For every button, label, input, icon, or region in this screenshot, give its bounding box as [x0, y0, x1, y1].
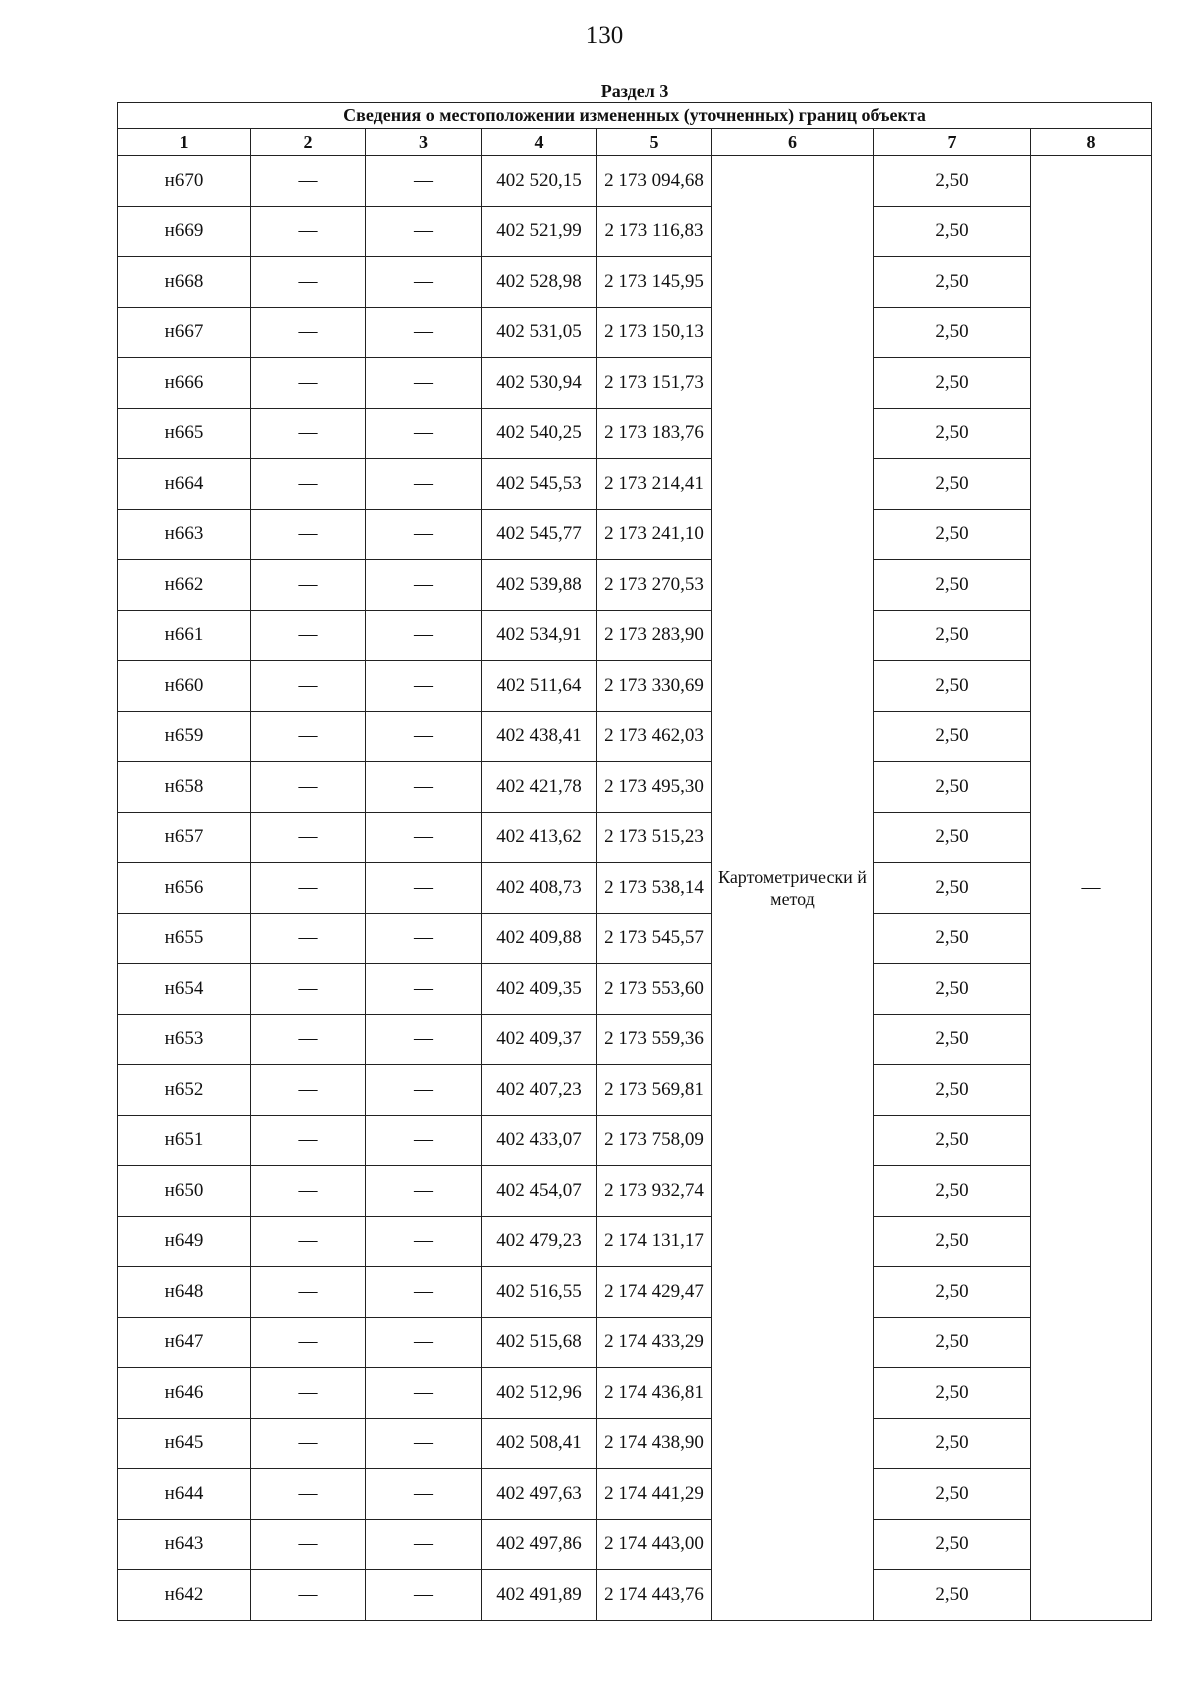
table-row [118, 1014, 1152, 1065]
point-cell: н662 [118, 560, 251, 611]
column-2-cell: — [251, 1368, 366, 1419]
column-3-cell: — [366, 1469, 482, 1520]
column-3-cell: — [366, 1065, 482, 1116]
y-coordinate-cell: 2 173 150,13 [597, 307, 712, 358]
y-coordinate-cell: 2 173 330,69 [597, 661, 712, 712]
point-cell: н668 [118, 257, 251, 308]
column-2-cell: — [251, 257, 366, 308]
column-header: 3 [366, 129, 482, 156]
x-coordinate-cell: 402 413,62 [482, 812, 597, 863]
y-coordinate-cell: 2 173 495,30 [597, 762, 712, 813]
accuracy-cell: 2,50 [874, 964, 1031, 1015]
method-cell: Картометрически й метод [712, 156, 874, 1621]
x-coordinate-cell: 402 528,98 [482, 257, 597, 308]
x-coordinate-cell: 402 433,07 [482, 1115, 597, 1166]
table-row [118, 408, 1152, 459]
point-cell: н664 [118, 459, 251, 510]
column-2-cell: — [251, 863, 366, 914]
accuracy-cell: 2,50 [874, 459, 1031, 510]
table-row [118, 509, 1152, 560]
accuracy-cell: 2,50 [874, 1368, 1031, 1419]
table-row [118, 610, 1152, 661]
table-row [118, 307, 1152, 358]
column-2-cell: — [251, 661, 366, 712]
point-cell: н667 [118, 307, 251, 358]
accuracy-cell: 2,50 [874, 1418, 1031, 1469]
column-3-cell: — [366, 560, 482, 611]
y-coordinate-cell: 2 173 116,83 [597, 206, 712, 257]
column-3-cell: — [366, 1166, 482, 1217]
x-coordinate-cell: 402 409,35 [482, 964, 597, 1015]
accuracy-cell: 2,50 [874, 1065, 1031, 1116]
column-header: 7 [874, 129, 1031, 156]
accuracy-cell: 2,50 [874, 509, 1031, 560]
column-2-cell: — [251, 1216, 366, 1267]
accuracy-cell: 2,50 [874, 257, 1031, 308]
accuracy-cell: 2,50 [874, 610, 1031, 661]
column-3-cell: — [366, 863, 482, 914]
accuracy-cell: 2,50 [874, 1267, 1031, 1318]
table-row [118, 1519, 1152, 1570]
x-coordinate-cell: 402 512,96 [482, 1368, 597, 1419]
column-3-cell: — [366, 509, 482, 560]
accuracy-cell: 2,50 [874, 307, 1031, 358]
x-coordinate-cell: 402 408,73 [482, 863, 597, 914]
x-coordinate-cell: 402 516,55 [482, 1267, 597, 1318]
y-coordinate-cell: 2 173 932,74 [597, 1166, 712, 1217]
column-2-cell: — [251, 1570, 366, 1621]
point-cell: н643 [118, 1519, 251, 1570]
y-coordinate-cell: 2 173 094,68 [597, 156, 712, 207]
column-2-cell: — [251, 711, 366, 762]
point-cell: н646 [118, 1368, 251, 1419]
column-2-cell: — [251, 1014, 366, 1065]
y-coordinate-cell: 2 173 569,81 [597, 1065, 712, 1116]
y-coordinate-cell: 2 173 559,36 [597, 1014, 712, 1065]
column-header: 2 [251, 129, 366, 156]
column-2-cell: — [251, 307, 366, 358]
point-cell: н657 [118, 812, 251, 863]
section-title: Раздел 3 [600, 81, 669, 101]
x-coordinate-cell: 402 520,15 [482, 156, 597, 207]
column-3-cell: — [366, 1216, 482, 1267]
column-2-cell: — [251, 1469, 366, 1520]
column-2-cell: — [251, 560, 366, 611]
accuracy-cell: 2,50 [874, 762, 1031, 813]
column-3-cell: — [366, 711, 482, 762]
accuracy-cell: 2,50 [874, 1115, 1031, 1166]
table-row [118, 964, 1152, 1015]
column-2-cell: — [251, 610, 366, 661]
point-cell: н645 [118, 1418, 251, 1469]
column-2-cell: — [251, 1115, 366, 1166]
accuracy-cell: 2,50 [874, 358, 1031, 409]
y-coordinate-cell: 2 173 545,57 [597, 913, 712, 964]
accuracy-cell: 2,50 [874, 206, 1031, 257]
x-coordinate-cell: 402 539,88 [482, 560, 597, 611]
x-coordinate-cell: 402 530,94 [482, 358, 597, 409]
point-cell: н651 [118, 1115, 251, 1166]
table-row [118, 560, 1152, 611]
x-coordinate-cell: 402 497,86 [482, 1519, 597, 1570]
point-cell: н649 [118, 1216, 251, 1267]
point-cell: н656 [118, 863, 251, 914]
x-coordinate-cell: 402 545,77 [482, 509, 597, 560]
y-coordinate-cell: 2 173 283,90 [597, 610, 712, 661]
x-coordinate-cell: 402 438,41 [482, 711, 597, 762]
point-cell: н655 [118, 913, 251, 964]
column-2-cell: — [251, 964, 366, 1015]
column-header: 5 [597, 129, 712, 156]
x-coordinate-cell: 402 545,53 [482, 459, 597, 510]
point-cell: н663 [118, 509, 251, 560]
column-8-cell: — [1031, 156, 1152, 1621]
table-row [118, 711, 1152, 762]
table-row [118, 1570, 1152, 1621]
column-3-cell: — [366, 1368, 482, 1419]
x-coordinate-cell: 402 515,68 [482, 1317, 597, 1368]
column-2-cell: — [251, 913, 366, 964]
column-header-row [118, 129, 1152, 156]
column-3-cell: — [366, 1267, 482, 1318]
table-row [118, 812, 1152, 863]
accuracy-cell: 2,50 [874, 661, 1031, 712]
point-cell: н654 [118, 964, 251, 1015]
y-coordinate-cell: 2 173 151,73 [597, 358, 712, 409]
x-coordinate-cell: 402 508,41 [482, 1418, 597, 1469]
column-2-cell: — [251, 206, 366, 257]
y-coordinate-cell: 2 173 553,60 [597, 964, 712, 1015]
column-2-cell: — [251, 1267, 366, 1318]
accuracy-cell: 2,50 [874, 863, 1031, 914]
table-row [118, 1317, 1152, 1368]
y-coordinate-cell: 2 173 515,23 [597, 812, 712, 863]
x-coordinate-cell: 402 534,91 [482, 610, 597, 661]
column-3-cell: — [366, 257, 482, 308]
x-coordinate-cell: 402 540,25 [482, 408, 597, 459]
column-3-cell: — [366, 1418, 482, 1469]
y-coordinate-cell: 2 174 429,47 [597, 1267, 712, 1318]
point-cell: н666 [118, 358, 251, 409]
table-row [118, 1065, 1152, 1116]
y-coordinate-cell: 2 173 758,09 [597, 1115, 712, 1166]
column-3-cell: — [366, 358, 482, 409]
point-cell: н648 [118, 1267, 251, 1318]
point-cell: н653 [118, 1014, 251, 1065]
table-row [118, 459, 1152, 510]
column-3-cell: — [366, 1519, 482, 1570]
y-coordinate-cell: 2 174 443,00 [597, 1519, 712, 1570]
accuracy-cell: 2,50 [874, 913, 1031, 964]
point-cell: н647 [118, 1317, 251, 1368]
point-cell: н670 [118, 156, 251, 207]
column-3-cell: — [366, 661, 482, 712]
column-3-cell: — [366, 762, 482, 813]
table-row [118, 1166, 1152, 1217]
y-coordinate-cell: 2 174 443,76 [597, 1570, 712, 1621]
column-2-cell: — [251, 358, 366, 409]
accuracy-cell: 2,50 [874, 408, 1031, 459]
y-coordinate-cell: 2 173 462,03 [597, 711, 712, 762]
y-coordinate-cell: 2 174 436,81 [597, 1368, 712, 1419]
y-coordinate-cell: 2 173 241,10 [597, 509, 712, 560]
x-coordinate-cell: 402 531,05 [482, 307, 597, 358]
column-2-cell: — [251, 509, 366, 560]
x-coordinate-cell: 402 409,88 [482, 913, 597, 964]
table-row [118, 206, 1152, 257]
column-2-cell: — [251, 1519, 366, 1570]
y-coordinate-cell: 2 174 433,29 [597, 1317, 712, 1368]
column-3-cell: — [366, 913, 482, 964]
accuracy-cell: 2,50 [874, 560, 1031, 611]
x-coordinate-cell: 402 511,64 [482, 661, 597, 712]
table-row [118, 1469, 1152, 1520]
column-3-cell: — [366, 964, 482, 1015]
column-3-cell: — [366, 307, 482, 358]
table-row [118, 661, 1152, 712]
accuracy-cell: 2,50 [874, 1014, 1031, 1065]
accuracy-cell: 2,50 [874, 711, 1031, 762]
accuracy-cell: 2,50 [874, 812, 1031, 863]
column-3-cell: — [366, 408, 482, 459]
accuracy-cell: 2,50 [874, 1570, 1031, 1621]
table-row [118, 358, 1152, 409]
column-header: 6 [712, 129, 874, 156]
table-row [118, 913, 1152, 964]
x-coordinate-cell: 402 497,63 [482, 1469, 597, 1520]
table-title: Сведения о местоположении измененных (уточненных) границ объекта [118, 103, 1152, 129]
table-row [118, 863, 1152, 914]
point-cell: н658 [118, 762, 251, 813]
accuracy-cell: 2,50 [874, 1216, 1031, 1267]
column-3-cell: — [366, 206, 482, 257]
column-3-cell: — [366, 1317, 482, 1368]
column-2-cell: — [251, 1166, 366, 1217]
accuracy-cell: 2,50 [874, 1469, 1031, 1520]
table-body [118, 156, 1152, 1621]
column-3-cell: — [366, 610, 482, 661]
page-number: 130 [585, 22, 624, 49]
point-cell: н650 [118, 1166, 251, 1217]
accuracy-cell: 2,50 [874, 1519, 1031, 1570]
y-coordinate-cell: 2 173 183,76 [597, 408, 712, 459]
column-header: 1 [118, 129, 251, 156]
column-2-cell: — [251, 1418, 366, 1469]
column-3-cell: — [366, 1014, 482, 1065]
y-coordinate-cell: 2 174 441,29 [597, 1469, 712, 1520]
point-cell: н660 [118, 661, 251, 712]
point-cell: н661 [118, 610, 251, 661]
accuracy-cell: 2,50 [874, 1166, 1031, 1217]
table-row [118, 1216, 1152, 1267]
column-2-cell: — [251, 1065, 366, 1116]
column-3-cell: — [366, 812, 482, 863]
column-2-cell: — [251, 408, 366, 459]
point-cell: н665 [118, 408, 251, 459]
y-coordinate-cell: 2 173 214,41 [597, 459, 712, 510]
table-row [118, 156, 1152, 207]
x-coordinate-cell: 402 421,78 [482, 762, 597, 813]
table-row [118, 1368, 1152, 1419]
y-coordinate-cell: 2 174 438,90 [597, 1418, 712, 1469]
column-3-cell: — [366, 156, 482, 207]
y-coordinate-cell: 2 173 538,14 [597, 863, 712, 914]
table-row [118, 1267, 1152, 1318]
column-3-cell: — [366, 459, 482, 510]
boundary-coordinates-table [117, 80, 1152, 1621]
point-cell: н652 [118, 1065, 251, 1116]
table-row [118, 257, 1152, 308]
point-cell: н642 [118, 1570, 251, 1621]
column-2-cell: — [251, 156, 366, 207]
column-3-cell: — [366, 1115, 482, 1166]
x-coordinate-cell: 402 521,99 [482, 206, 597, 257]
table-row [118, 762, 1152, 813]
x-coordinate-cell: 402 479,23 [482, 1216, 597, 1267]
point-cell: н644 [118, 1469, 251, 1520]
point-cell: н669 [118, 206, 251, 257]
column-2-cell: — [251, 459, 366, 510]
table-row [118, 1115, 1152, 1166]
column-header: 8 [1031, 129, 1152, 156]
column-header: 4 [482, 129, 597, 156]
point-cell: н659 [118, 711, 251, 762]
column-2-cell: — [251, 1317, 366, 1368]
column-3-cell: — [366, 1570, 482, 1621]
table-row [118, 1418, 1152, 1469]
x-coordinate-cell: 402 454,07 [482, 1166, 597, 1217]
y-coordinate-cell: 2 173 270,53 [597, 560, 712, 611]
accuracy-cell: 2,50 [874, 1317, 1031, 1368]
column-2-cell: — [251, 812, 366, 863]
x-coordinate-cell: 402 409,37 [482, 1014, 597, 1065]
x-coordinate-cell: 402 407,23 [482, 1065, 597, 1116]
column-2-cell: — [251, 762, 366, 813]
y-coordinate-cell: 2 173 145,95 [597, 257, 712, 308]
y-coordinate-cell: 2 174 131,17 [597, 1216, 712, 1267]
x-coordinate-cell: 402 491,89 [482, 1570, 597, 1621]
accuracy-cell: 2,50 [874, 156, 1031, 207]
